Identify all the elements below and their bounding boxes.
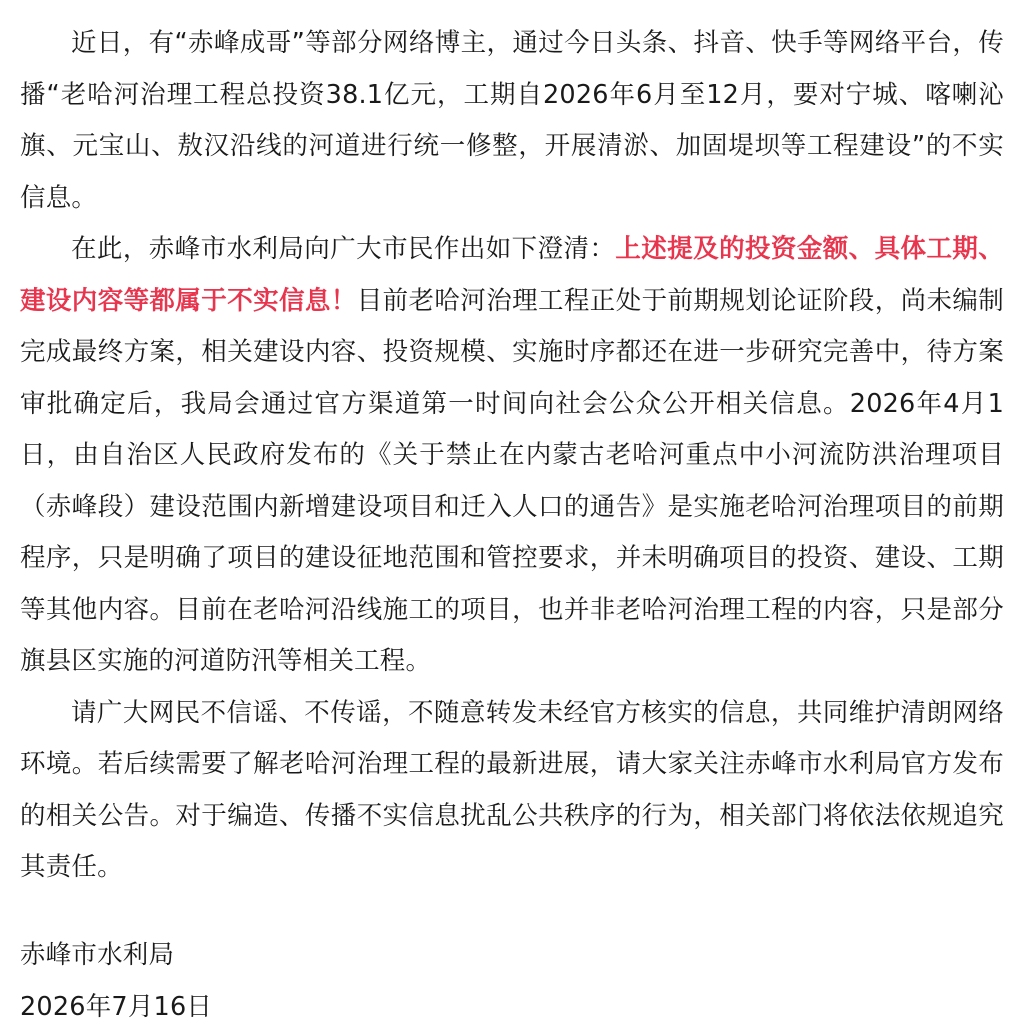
signature-org: 赤峰市水利局 <box>20 940 175 970</box>
paragraph-appeal: 请广大网民不信谣、不传谣，不随意转发未经官方核实的信息，共同维护清朗网络环境。若后续需要了解老哈河治理工程的最新进展，请大家关注赤峰市水利局官方发布的相关公告。对于编造、传播不实信息扰乱公共秩序的行为，相关部门将依法依规追究其责任。 <box>20 697 1004 882</box>
signature-date: 2026年7月16日 <box>20 991 213 1022</box>
signature-block <box>20 930 1004 1033</box>
highlighted-statement: 上述提及的投资金额、具体工期、建设内容等都属于不实信息！ <box>20 234 1004 316</box>
paragraph-clarification <box>20 224 1004 688</box>
paragraph-rumor-description: 近日，有“赤峰成哥”等部分网络博主，通过今日头条、抖音、快手等网络平台，传播“老哈河治理工程总投资38.1亿元，工期自2026年6月至12月，要对宁城、喀喇沁旗、元宝山、敖汉沿线的河道进行统一修整，开展清淤、加固堤坝等工程建设”的不实信息。 <box>20 28 1004 213</box>
clarification-details: 目前老哈河治理工程正处于前期规划论证阶段，尚未编制完成最终方案，相关建设内容、投资规模、实施时序都还在进一步研究完善中，待方案审批确定后，我局会通过官方渠道第一时间向社会公众公开相关信息。2026年4月1日，由自治区人民政府发布的《关于禁止在内蒙古老哈河重点中小河流防洪治理项目（赤峰段）建设范围内新增建设项目和迁入人口的通告》是实施老哈河治理项目的前期程序，只是明确了项目的建设征地范围和管控要求，并未明确项目的投资、建设、工期等其他内容。目前在老哈河沿线施工的项目，也并非老哈河治理工程的内容，只是部分旗县区实施的河道防汛等相关工程。 <box>20 285 1004 676</box>
clarification-intro: 在此，赤峰市水利局向广大市民作出如下澄清： <box>71 234 616 264</box>
notice-body <box>20 18 1004 894</box>
